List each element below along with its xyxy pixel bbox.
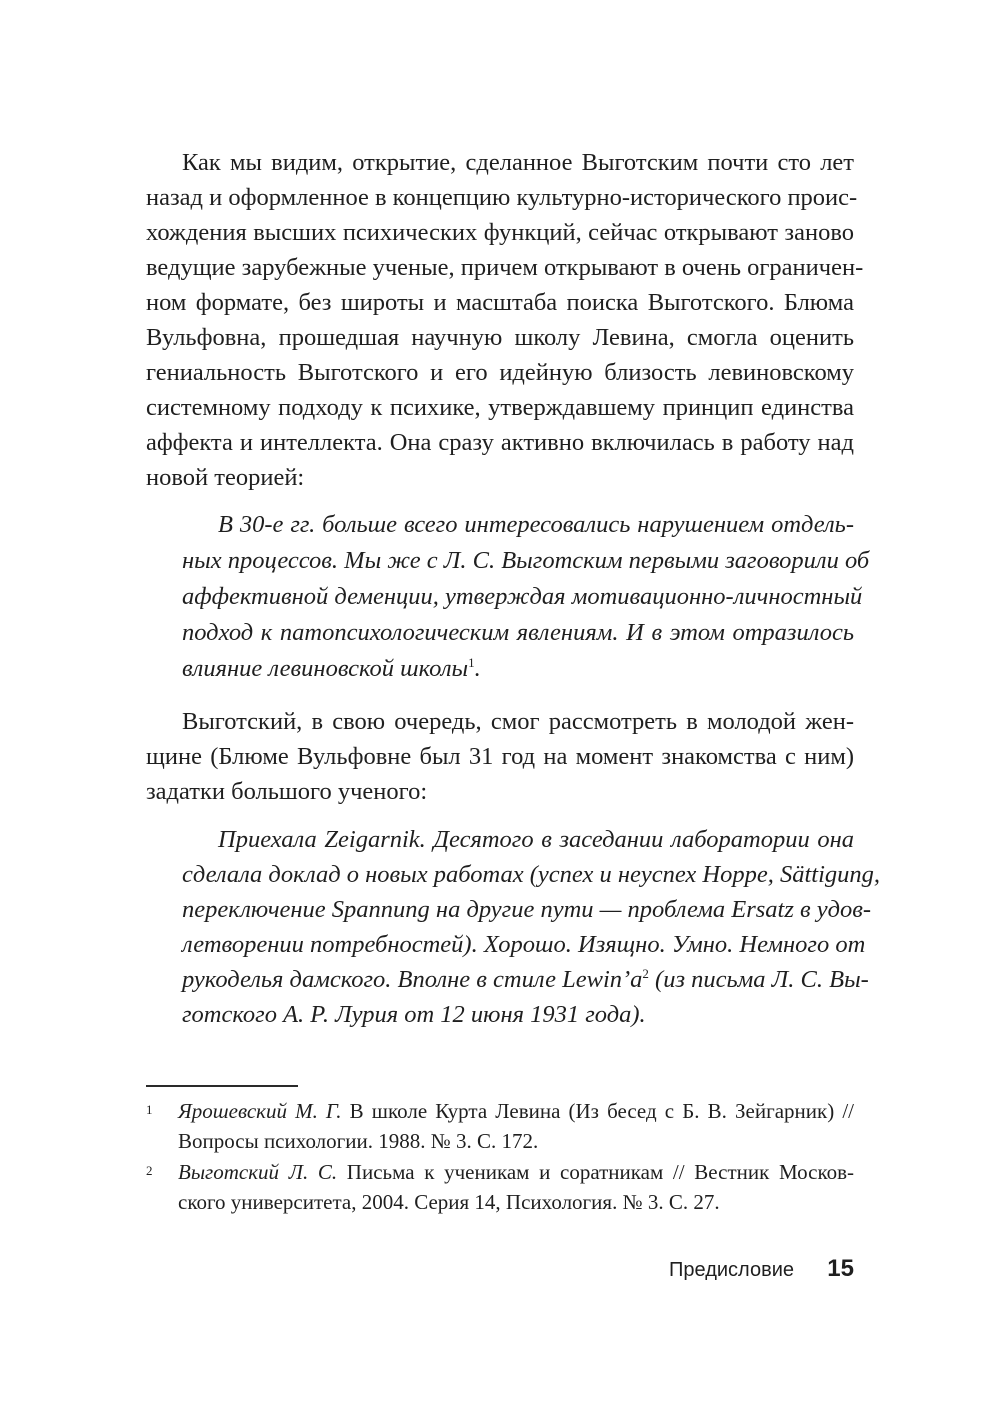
text-line: аффекта и интеллекта. Она сразу активно включилась в работу над [146,429,854,456]
running-head: Предисловие [669,1259,794,1281]
text-line: Вульфовна, прошедшая научную школу Левина, смогла оценить [146,324,854,351]
quote-line: В 30-е гг. больше всего интересовались нарушением отдель- [218,511,854,538]
quote-text: влияние левиновской школы [182,655,469,682]
quote-line: ных процессов. Мы же с Л. С. Выготским первыми заговорили об [182,547,870,574]
quote-line: переключение Spannung на другие пути — проблема Ersatz в удов- [182,896,872,923]
text-line: щине (Блюме Вульфовне был 31 год на момент знакомства с ним) [146,743,854,770]
footnote-number: 2 [146,1163,153,1178]
quote-line [182,651,854,687]
quote-line: аффективной деменции, утверждая мотивационно-личностный [182,583,863,610]
text-line: назад и оформленное в концепцию культурно-исторического проис- [146,184,858,211]
footnote-line [178,1157,854,1187]
footnote-author: Ярошевский М. Г. [178,1099,342,1123]
quote-line: летворении потребностей). Хорошо. Изящно. Умно. Немного от [182,931,866,958]
quote-line: готского А. Р. Лурия от 12 июня 1931 года). [182,1001,646,1028]
footnote-ref[interactable]: 2 [642,965,649,981]
text-line: ном формате, без широты и масштаба поиска Выготского. Блюма [146,289,854,316]
footnote-ref[interactable]: 1 [468,654,475,670]
text-line: новой теорией: [146,464,305,491]
text-line: Выготский, в свою очередь, смог рассмотреть в молодой жен- [182,708,854,735]
page-number: 15 [827,1255,854,1282]
text-line: Как мы видим, открытие, сделанное Выготским почти сто лет [182,149,854,176]
text-line: гениальность Выготского и его идейную близость левиновскому [146,359,854,386]
footnote-line: ского университета, 2004. Серия 14, Психология. № 3. С. 27. [178,1190,720,1214]
quote-text: (из письма Л. С. Вы- [648,966,869,993]
footnote-author: Выготский Л. С. [178,1160,338,1184]
quote-line: подход к патопсихологическим явлениям. И в этом отразилось [182,619,854,646]
footnote-line [178,1096,854,1126]
footnote-text: В школе Курта Левина (Из бесед с Б. В. Зейгарник) // [341,1099,854,1123]
text-line: задатки большого ученого: [146,778,428,805]
footnote-number: 1 [146,1102,153,1117]
text-line: хождения высших психических функций, сейчас открывают заново [146,219,854,246]
quote-line: сделала доклад о новых работах (успех и неуспех Hoppe, Sättigung, [182,861,881,888]
text-line: системному подходу к психике, утверждавшему принцип единства [146,394,854,421]
footnote-text: Письма к ученикам и соратникам // Вестник Москов- [337,1160,855,1184]
footnote-line: Вопросы психологии. 1988. № 3. С. 172. [178,1129,539,1153]
punctuation: . [474,655,481,682]
quote-line [182,962,869,998]
quote-text: рукоделья дамского. Вполне в стиле Lewin’a [182,966,643,993]
quote-line: Приехала Zeigarnik. Десятого в заседании лаборатории она [218,826,854,853]
text-line: ведущие зарубежные ученые, причем открывают в очень ограничен- [146,254,864,281]
footnote-divider [146,1085,298,1087]
